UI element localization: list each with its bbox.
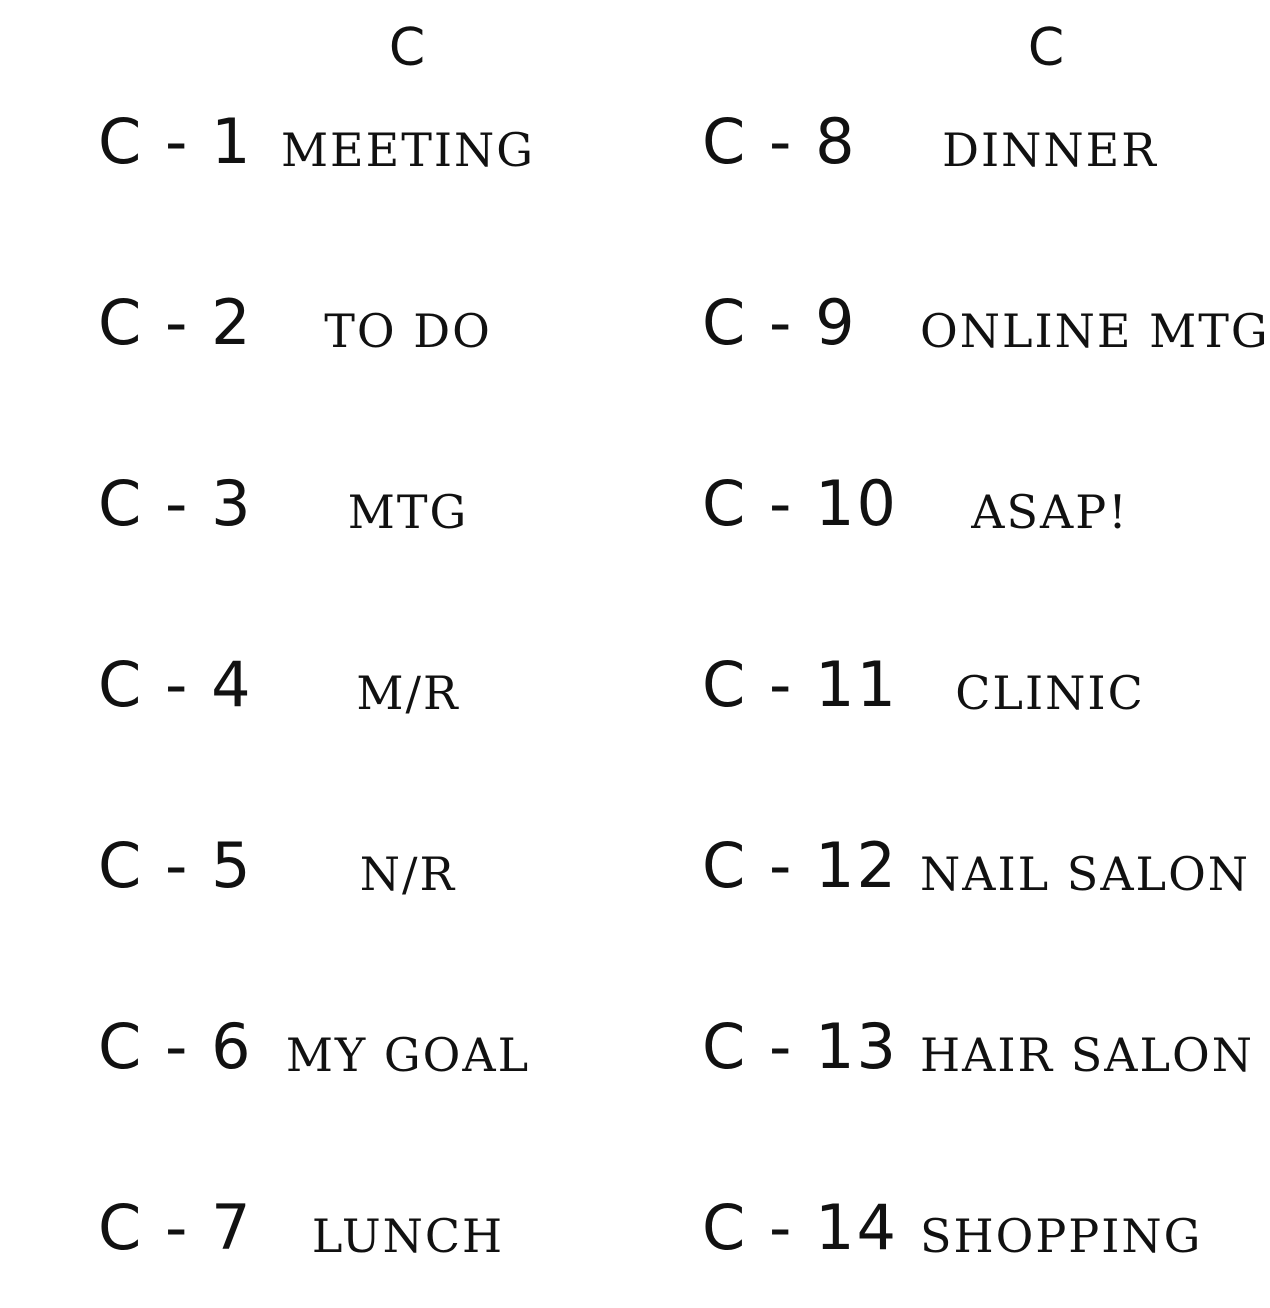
list-item-c7: [98, 1188, 598, 1278]
item-label: ASAP!: [971, 485, 1129, 539]
item-code: C - 4: [98, 648, 253, 721]
item-label: MEETING: [280, 123, 536, 177]
item-code: C - 14: [702, 1191, 898, 1264]
list-item-c8: [702, 102, 1202, 192]
list-item-c2: [98, 283, 598, 373]
item-label: SHOPPING: [920, 1209, 1203, 1263]
list-item-c13: [702, 1007, 1255, 1097]
item-code: C - 8: [702, 105, 857, 178]
item-label: DINNER: [942, 123, 1158, 177]
item-label: TO DO: [324, 304, 492, 358]
item-label: HAIR SALON: [920, 1028, 1255, 1082]
item-label: NAIL SALON: [920, 847, 1251, 901]
item-code: C - 2: [98, 286, 253, 359]
right-column-header: C: [1027, 18, 1065, 78]
left-column-header: C: [388, 18, 426, 78]
item-label: MY GOAL: [285, 1028, 531, 1082]
item-code: C - 1: [98, 105, 253, 178]
list-item-c3: [98, 464, 598, 554]
list-item-c10: [702, 464, 1202, 554]
item-label: CLINIC: [955, 666, 1145, 720]
list-item-c4: [98, 645, 598, 735]
list-item-c5: [98, 826, 598, 916]
list-item-c11: [702, 645, 1202, 735]
item-label: ONLINE MTG: [920, 304, 1270, 358]
item-code: C - 7: [98, 1191, 253, 1264]
item-code: C - 6: [98, 1010, 253, 1083]
item-label: M/R: [356, 666, 460, 720]
item-code: C - 13: [702, 1010, 898, 1083]
item-code: C - 5: [98, 829, 253, 902]
item-code: C - 9: [702, 286, 857, 359]
item-label: LUNCH: [311, 1209, 505, 1263]
list-item-c6: [98, 1007, 598, 1097]
list-item-c12: [702, 826, 1251, 916]
item-code: C - 12: [702, 829, 898, 902]
item-code: C - 3: [98, 467, 253, 540]
item-label: MTG: [347, 485, 469, 539]
list-item-c14: [702, 1188, 1202, 1278]
item-code: C - 10: [702, 467, 898, 540]
list-item-c9: [702, 283, 1270, 373]
item-label: N/R: [359, 847, 457, 901]
item-code: C - 11: [702, 648, 898, 721]
list-item-c1: [98, 102, 598, 192]
